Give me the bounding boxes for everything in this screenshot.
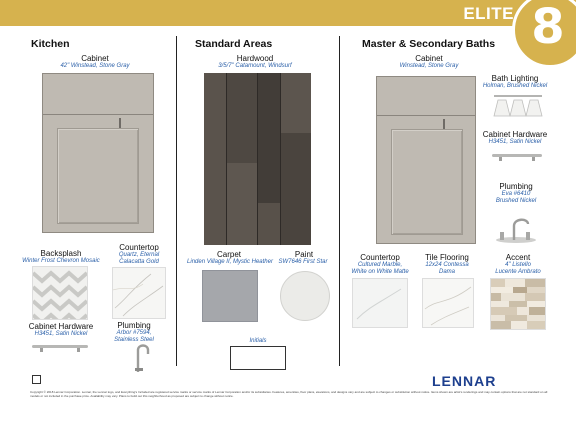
bar-pull-icon [32, 343, 88, 353]
lennar-logo: LENNAR [432, 373, 497, 389]
tile-detail-1: 12x24 Contessa [425, 262, 469, 268]
paint-label: Paint [294, 250, 314, 259]
bath-hardware-label: Cabinet Hardware [482, 130, 548, 139]
hardwood-label: Hardwood [236, 54, 274, 63]
kitchen-countertop-detail-1: Quartz, Eternal [118, 252, 160, 258]
initials-label: Initials [249, 338, 267, 344]
kitchen-cabinet-label: Cabinet [81, 54, 109, 63]
hardwood-swatch [204, 73, 311, 245]
column-divider-left [176, 36, 177, 366]
hardwood-detail: 3/5/7" Catamount, Windsurf [218, 63, 292, 69]
backsplash-detail: Winter Frost Chevron Mosaic [22, 258, 100, 264]
tile-detail-2: Dama [438, 269, 455, 275]
carpet-swatch [202, 270, 258, 322]
standard-heading: Standard Areas [195, 38, 273, 50]
bath-light-fixture-icon [490, 90, 546, 124]
banner-title: ELITE [463, 4, 514, 23]
kitchen-countertop-label: Countertop [119, 243, 159, 252]
backsplash-swatch [32, 266, 88, 320]
accent-label: Accent [505, 253, 531, 262]
accent-swatch [490, 278, 546, 330]
bath-bar-pull-icon [492, 152, 542, 162]
kitchen-hardware-label: Cabinet Hardware [28, 322, 94, 331]
kitchen-countertop-swatch [112, 267, 166, 319]
backsplash-label: Backsplash [40, 249, 82, 258]
paint-detail: SW7646 First Star [278, 259, 328, 265]
bath-faucet-icon [492, 210, 540, 244]
carpet-detail: Linden Village II, Mystic Heather [187, 259, 273, 265]
equal-housing-icon [32, 375, 41, 384]
bath-countertop-label: Countertop [360, 253, 400, 262]
bath-countertop-swatch [352, 278, 408, 328]
initials-field[interactable] [230, 346, 286, 370]
kitchen-plumbing-label: Plumbing [117, 321, 151, 330]
bath-lighting-detail: Holman, Brushed Nickel [482, 83, 548, 89]
kitchen-heading: Kitchen [31, 38, 70, 50]
tile-label: Tile Flooring [425, 253, 469, 262]
kitchen-hardware-detail: H3451, Satin Nickel [34, 331, 88, 337]
badge-number: 8 [531, 0, 565, 55]
kitchen-plumbing-detail-2: Stainless Steel [114, 337, 154, 343]
kitchen-countertop-detail-2: Calacatta Gold [119, 259, 159, 265]
bath-plumbing-detail-1: Eva #6410 [501, 191, 531, 197]
carpet-label: Carpet [216, 250, 241, 259]
bath-countertop-detail-1: Cultured Marble, [357, 262, 403, 268]
bath-hardware-detail: H3451, Satin Nickel [488, 139, 542, 145]
bath-cabinet-image [376, 76, 476, 244]
kitchen-plumbing-detail-1: Arbor #7594, [116, 330, 152, 336]
kitchen-faucet-icon [132, 342, 156, 372]
kitchen-cabinet-image [42, 73, 154, 233]
bath-cabinet-label: Cabinet [415, 54, 443, 63]
kitchen-cabinet-detail: 42" Winstead, Stone Gray [60, 63, 130, 69]
column-divider-right [339, 36, 340, 366]
bath-plumbing-label: Plumbing [499, 182, 533, 191]
bath-lighting-label: Bath Lighting [491, 74, 539, 83]
disclaimer-text: Copyright © 2018 Lennar Corporation. Lennar, the Lennar logo, and Everything's Included are registered service marks or service marks of Lennar Corporation and/or its subsidiaries. Features, amenities, floor plans, elevations, and designs vary and are subject to changes or substitution without notice. Items shown are artist's renderings and may contain options that are not standard on all models or not included in the purchase price. Availability may vary. Plans to build out this neighborhood as proposed are subject to change without notice. [30, 390, 548, 398]
bath-countertop-detail-2: White on White Matte [351, 269, 409, 275]
accent-detail-1: 4" Listello [505, 262, 531, 268]
paint-swatch [280, 271, 330, 321]
tile-swatch [422, 278, 474, 328]
accent-detail-2: Lucente Ambrato [495, 269, 541, 275]
bath-plumbing-detail-2: Brushed Nickel [495, 198, 537, 204]
bath-cabinet-detail: Winstead, Stone Gray [399, 63, 459, 69]
baths-heading: Master & Secondary Baths [362, 38, 496, 50]
